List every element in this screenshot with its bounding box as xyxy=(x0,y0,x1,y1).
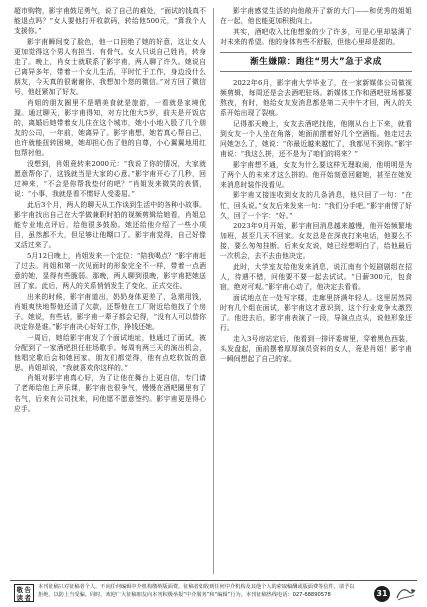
body-paragraph: 影宇甫想不通，女友为什么要这样无理取闹，他明明是为了两个人的未来才这么拼的。他开始刻意回避她，甚至在她发来消息时装作没看见。 xyxy=(220,160,412,189)
page-footer xyxy=(0,580,427,604)
notice-text: 本刊征稿只对征稿者个人，不向任何编辑中介机构缴纳版面费。征稿者如收到任何中介机构及其他个人的索取稿酬或版面费等信件，请予以拒绝，以防上当受骗。同时，欢迎广大征稿朋友向本刊积极举报“中介服务”和“编辑”行为。本刊征稿热线电话：027-68890578 xyxy=(38,584,355,598)
body-paragraph: 肖姐的朋友圈里不是晒美食就是旅游，一看就是家境优渥。通过聊天，影宇甫得知，对方比他大5岁，前夫是开饭店的，离婚后她带着女儿住在这个城市，她小小地入股了几个朋友的公司，一年前，她离异了。影宇甫想，她若真心帮自己，也许就能扭转困境，她却担心伤了他的自尊，小心翼翼地用红包帮衬他。 xyxy=(14,98,206,158)
body-paragraph: 5月12日晚上，肖姐发来一个定位：“陪我喝点？”影宇甫赶了过去。肖姐和第一次见面时的形象完全不一样，带着一点酒意的她，显得有些脆弱。那晚，两人聊到很晚，影宇甫把她送回了家。此后，两人的关系悄悄发生了变化，正式交往。 xyxy=(14,251,206,291)
body-paragraph: 2023年9月开始，影宇甫回消息越来越慢，他开始频繁地加班，甚至几天不回家。女友总是在深夜打来电话，他要么不接，要么匆匆挂断。后来女友说，她已经想明白了，给他最后一次机会，去不去由他决定。 xyxy=(220,222,412,261)
magazine-mark-icon xyxy=(394,585,418,603)
column-divider xyxy=(213,8,214,574)
left-column xyxy=(14,6,206,578)
body-paragraph: 面试地点在一处写字楼，走廊里挤满年轻人。这里居然同时有几个组在面试，影宇甫这才意识到，这个行业竞争太激烈了。他进去后，影宇甫表演了一段，导演点点头，说他形象还行。 xyxy=(220,293,412,333)
body-paragraph: 一周后，她给影宇甫发了个面试地址，他通过了面试，被分配到了一家酒吧担任驻场歌手。每周有两三天的演出机会，他唱完歌后会和她回家。朋友们都觉得，他有点吃软饭的意思。肖姐却说，“我就喜欢你这样的。” xyxy=(14,333,206,372)
body-paragraph: 此后3个月，两人的聊天从工作谈到生活中的各种小故事。影宇甫找出自己在大学做兼职时拍的视频剪辑给她看，肖姐总能专业地点评后，给他很多鼓励。她还给他介绍了一些小项目，虽然都不大，但足够让他糊口了。影宇甫觉得，自己好像又活过来了。 xyxy=(14,200,206,250)
body-paragraph: 2022年6月，影宇甫大学毕业了，在一家新媒体公司做视频剪辑，每周还是会去酒吧驻场。新媒体工作和酒吧驻场都要熬夜，有时，他给女友发消息都是第二天中午才回，两人的关系开始出现了裂痕。 xyxy=(220,78,412,118)
page-number: 31 xyxy=(374,586,390,602)
body-paragraph: 影宇甫感觉生活的向他敞开了新的大门——和优秀的姐姐在一起，他也能更加积极向上。 xyxy=(220,7,412,26)
body-paragraph: 影宇甫又接连收到女友的几条消息，他只回了一句：“在忙，回头说。”女友后来发来一句：“我们分手吧。”影宇甫愣了好久，回了一个字：“好。” xyxy=(220,191,412,220)
body-paragraph: 其实，酒吧收入比他想象的少了许多，可是心里却装满了对未来的希望。他的身体有些不舒服，但他心里却是甜的。 xyxy=(220,27,412,46)
footer-divider xyxy=(10,580,417,581)
body-paragraph: 没想到，肖姐竟转来2000元：“我说了你的情况，大家就愿意帮你了，这钱就当是大家的心意。”影宇甫开心了几秒，回过神来，“不会是你帮我垫付的吧？”肖姐发来微笑的表情，说：“小事，我就是看不惯好人受委屈。” xyxy=(14,159,206,199)
right-column xyxy=(220,6,412,578)
body-paragraph: 肖姐对影宇甫真心好，为了让他在舞台上更自信，专门请了老师给他上声乐课，影宇甫也很争气，慢慢在酒吧圈里有了名气，后来有公司找来，问他愿不愿意签约。影宇甫更是得心应手。 xyxy=(14,374,206,413)
body-paragraph: 影宇甫瞬间变了脸色，他一口回绝了她的好意，这让女人更加觉得这个男人有担当、有骨气。女人只说自己姓肖，转身走了。晚上，肖女士就联系了影宇甫，两人聊了许久。她说自己离异多年，带着一个女儿生活，平时忙于工作，身边没什么朋友，今天真的很谢谢你，我想加个您的微信。”对方回了微信号，他赶紧加了好友。 xyxy=(14,37,206,97)
body-paragraph: 超市购物，影宇甫鼓足勇气，说了自己的难处，“面试的钱真不能退点吗？”女人要他打开收款码，转给他500元，“算我个人支援你。” xyxy=(14,7,206,36)
body-paragraph: 走入3号房站定后，他看到一排评委席里，穿着黑色西装，头发盘起，面前摆着厚厚演员资料的女人，竟是肖姐！影宇甫一瞬间想起了自己的家。 xyxy=(220,334,412,363)
magazine-mark-graphic xyxy=(394,585,418,603)
body-paragraph: 此时，大学室友给他发来消息，说江南有个短剧剧组在招人，待遇不错，问他要不要一起去试试。“日薪300元，包食宿，绝对可观。”影宇甫心动了，他决定去看看。 xyxy=(220,263,412,292)
notice-label: 敬告读者 xyxy=(14,584,34,602)
body-paragraph: 出来的时候，影宇甫道出，奶奶身体更差了，急需用钱，肖姐爽快地帮他还清了欠款，还帮他在工厂附近给他找了个房子。她说，有些话，影宇甫一辈子都会记得，“没有人可以替你决定你是谁。”影宇甫决心好好工作，挣钱还她。 xyxy=(14,292,206,331)
section-heading: 渐生嫌隙：跑往“男大”急于求成 xyxy=(220,52,412,72)
body-paragraph: 记得那天晚上，女友去酒吧找他，他刚从台上下来，就看到女友一个人坐在角落，她面前摆着好几个空酒瓶。他走过去问她怎么了，她说：“你最近越来越忙了，我都见不到你。”影宇甫说：“我这么拼，还不是为了咱们的将来？” xyxy=(220,119,412,159)
